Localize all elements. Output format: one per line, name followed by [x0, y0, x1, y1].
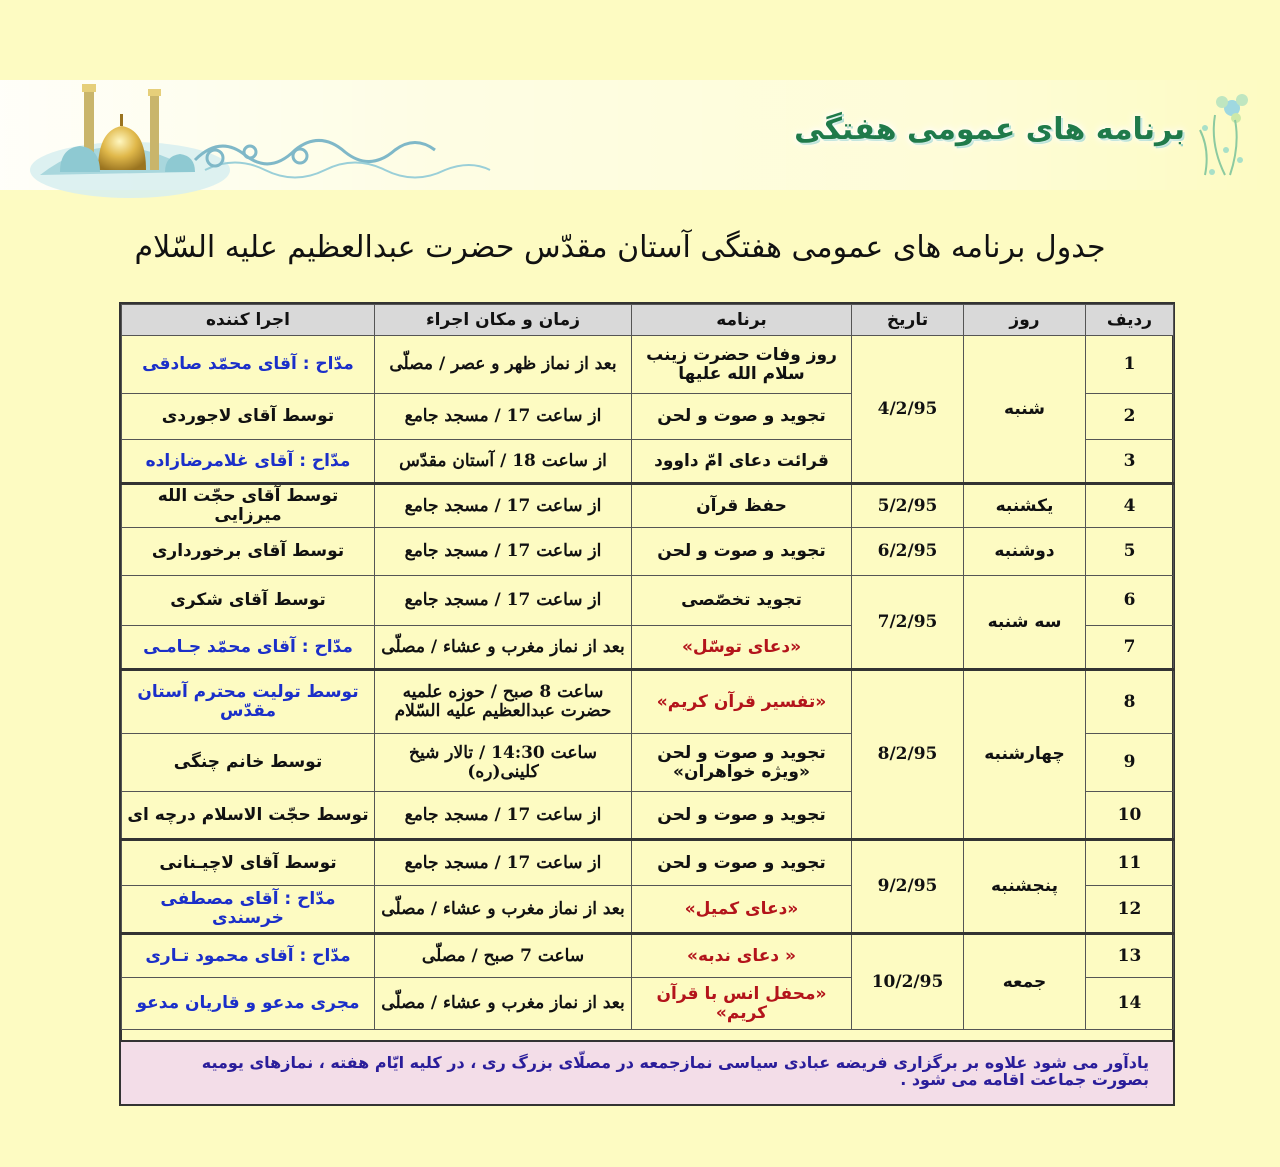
row-number-cell: 6 [1086, 576, 1174, 626]
program-cell: تجوید و صوت و لحن [632, 394, 852, 440]
date-cell: 10/2/95 [852, 934, 964, 1030]
date-cell: 8/2/95 [852, 670, 964, 840]
table-row [122, 484, 1174, 528]
program-cell: تجوید و صوت و لحن [632, 840, 852, 886]
row-number-cell: 7 [1086, 626, 1174, 670]
performer-cell: توسط آقای حجّت الله میرزایی [122, 484, 375, 528]
date-cell: 6/2/95 [852, 528, 964, 576]
program-cell: تجوید تخصّصی [632, 576, 852, 626]
col-header-date: تاریخ [852, 305, 964, 336]
footer-note: یادآور می شود علاوه بر برگزاری فریضه عبادی سیاسی نمازجمعه در مصلّای بزرگ ری ، در کلیه ایّام هفته ، نمازهای یومیه بصورت جماعت اقامه می شود . [121, 1040, 1173, 1104]
row-number-cell: 8 [1086, 670, 1174, 734]
performer-cell: مدّاح : آقای محمّد جـامـی [122, 626, 375, 670]
performer-cell: مدّاح : آقای مصطفی خرسندی [122, 886, 375, 934]
time-place-cell: ساعت 7 صبح / مصلّی [375, 934, 632, 978]
performer-cell: توسط خانم چنگی [122, 734, 375, 792]
col-header-performer: اجرا کننده [122, 305, 375, 336]
time-place-cell: از ساعت 17 / مسجد جامع [375, 840, 632, 886]
program-cell: «محفل انس با قرآن کریم» [632, 978, 852, 1030]
program-cell: «دعای توسّل» [632, 626, 852, 670]
time-place-cell: از ساعت 18 / آستان مقدّس [375, 440, 632, 484]
performer-cell: توسط آقای برخورداری [122, 528, 375, 576]
row-number-cell: 10 [1086, 792, 1174, 840]
col-header-program: برنامه [632, 305, 852, 336]
program-cell: حفظ قرآن [632, 484, 852, 528]
performer-cell: توسط حجّت الاسلام درچه ای [122, 792, 375, 840]
row-number-cell: 13 [1086, 934, 1174, 978]
performer-cell: مدّاح : آقای محمود تـاری [122, 934, 375, 978]
performer-cell: توسط آقای لاجوردی [122, 394, 375, 440]
header-row [122, 305, 1174, 336]
time-place-cell: از ساعت 17 / مسجد جامع [375, 792, 632, 840]
row-number-cell: 4 [1086, 484, 1174, 528]
program-cell: تجوید و صوت و لحن «ویژه خواهران» [632, 734, 852, 792]
day-cell: جمعه [964, 934, 1086, 1030]
table-row [122, 934, 1174, 978]
day-cell: شنبه [964, 336, 1086, 484]
day-cell: یکشنبه [964, 484, 1086, 528]
row-number-cell: 2 [1086, 394, 1174, 440]
time-place-cell: بعد از نماز مغرب و عشاء / مصلّی [375, 978, 632, 1030]
date-cell: 7/2/95 [852, 576, 964, 670]
date-cell: 9/2/95 [852, 840, 964, 934]
table-row [122, 670, 1174, 734]
performer-cell: توسط تولیت محترم آستان مقدّس [122, 670, 375, 734]
program-cell: «دعای کمیل» [632, 886, 852, 934]
col-header-time-place: زمان و مکان اجراء [375, 305, 632, 336]
col-header-day: روز [964, 305, 1086, 336]
day-cell: سه شنبه [964, 576, 1086, 670]
row-number-cell: 11 [1086, 840, 1174, 886]
table-row [122, 336, 1174, 394]
performer-cell: مدّاح : آقای محمّد صادقی [122, 336, 375, 394]
table-row [122, 528, 1174, 576]
schedule-table [121, 304, 1174, 1030]
row-number-cell: 1 [1086, 336, 1174, 394]
performer-cell: مجری مدعو و قاریان مدعو [122, 978, 375, 1030]
row-number-cell: 14 [1086, 978, 1174, 1030]
program-cell: تجوید و صوت و لحن [632, 528, 852, 576]
table-row [122, 840, 1174, 886]
program-cell: « دعای ندبه» [632, 934, 852, 978]
banner-title: برنامه های عمومی هفتگی [794, 112, 1185, 147]
row-number-cell: 3 [1086, 440, 1174, 484]
table-row [122, 576, 1174, 626]
program-cell: «تفسیر قرآن کریم» [632, 670, 852, 734]
time-place-cell: بعد از نماز مغرب و عشاء / مصلّی [375, 626, 632, 670]
performer-cell: مدّاح : آقای غلامرضازاده [122, 440, 375, 484]
time-place-cell: ساعت 8 صبح / حوزه علمیه حضرت عبدالعظیم علیه السّلام [375, 670, 632, 734]
date-cell: 5/2/95 [852, 484, 964, 528]
performer-cell: توسط آقای لاچیـنانی [122, 840, 375, 886]
row-number-cell: 9 [1086, 734, 1174, 792]
time-place-cell: از ساعت 17 / مسجد جامع [375, 528, 632, 576]
page-title: جدول برنامه های عمومی هفتگی آستان مقدّس حضرت عبدالعظیم علیه السّلام [134, 230, 1106, 265]
time-place-cell: بعد از نماز مغرب و عشاء / مصلّی [375, 886, 632, 934]
col-header-row-number: ردیف [1086, 305, 1174, 336]
day-cell: دوشنبه [964, 528, 1086, 576]
program-cell: روز وفات حضرت زینب سلام الله علیها [632, 336, 852, 394]
time-place-cell: از ساعت 17 / مسجد جامع [375, 394, 632, 440]
program-cell: تجوید و صوت و لحن [632, 792, 852, 840]
row-number-cell: 12 [1086, 886, 1174, 934]
program-cell: قرائت دعای امّ داوود [632, 440, 852, 484]
time-place-cell: ساعت 14:30 / تالار شیخ کلینی(ره) [375, 734, 632, 792]
time-place-cell: بعد از نماز ظهر و عصر / مصلّی [375, 336, 632, 394]
date-cell: 4/2/95 [852, 336, 964, 484]
day-cell: چهارشنبه [964, 670, 1086, 840]
day-cell: پنجشنبه [964, 840, 1086, 934]
time-place-cell: از ساعت 17 / مسجد جامع [375, 576, 632, 626]
row-number-cell: 5 [1086, 528, 1174, 576]
time-place-cell: از ساعت 17 / مسجد جامع [375, 484, 632, 528]
performer-cell: توسط آقای شکری [122, 576, 375, 626]
